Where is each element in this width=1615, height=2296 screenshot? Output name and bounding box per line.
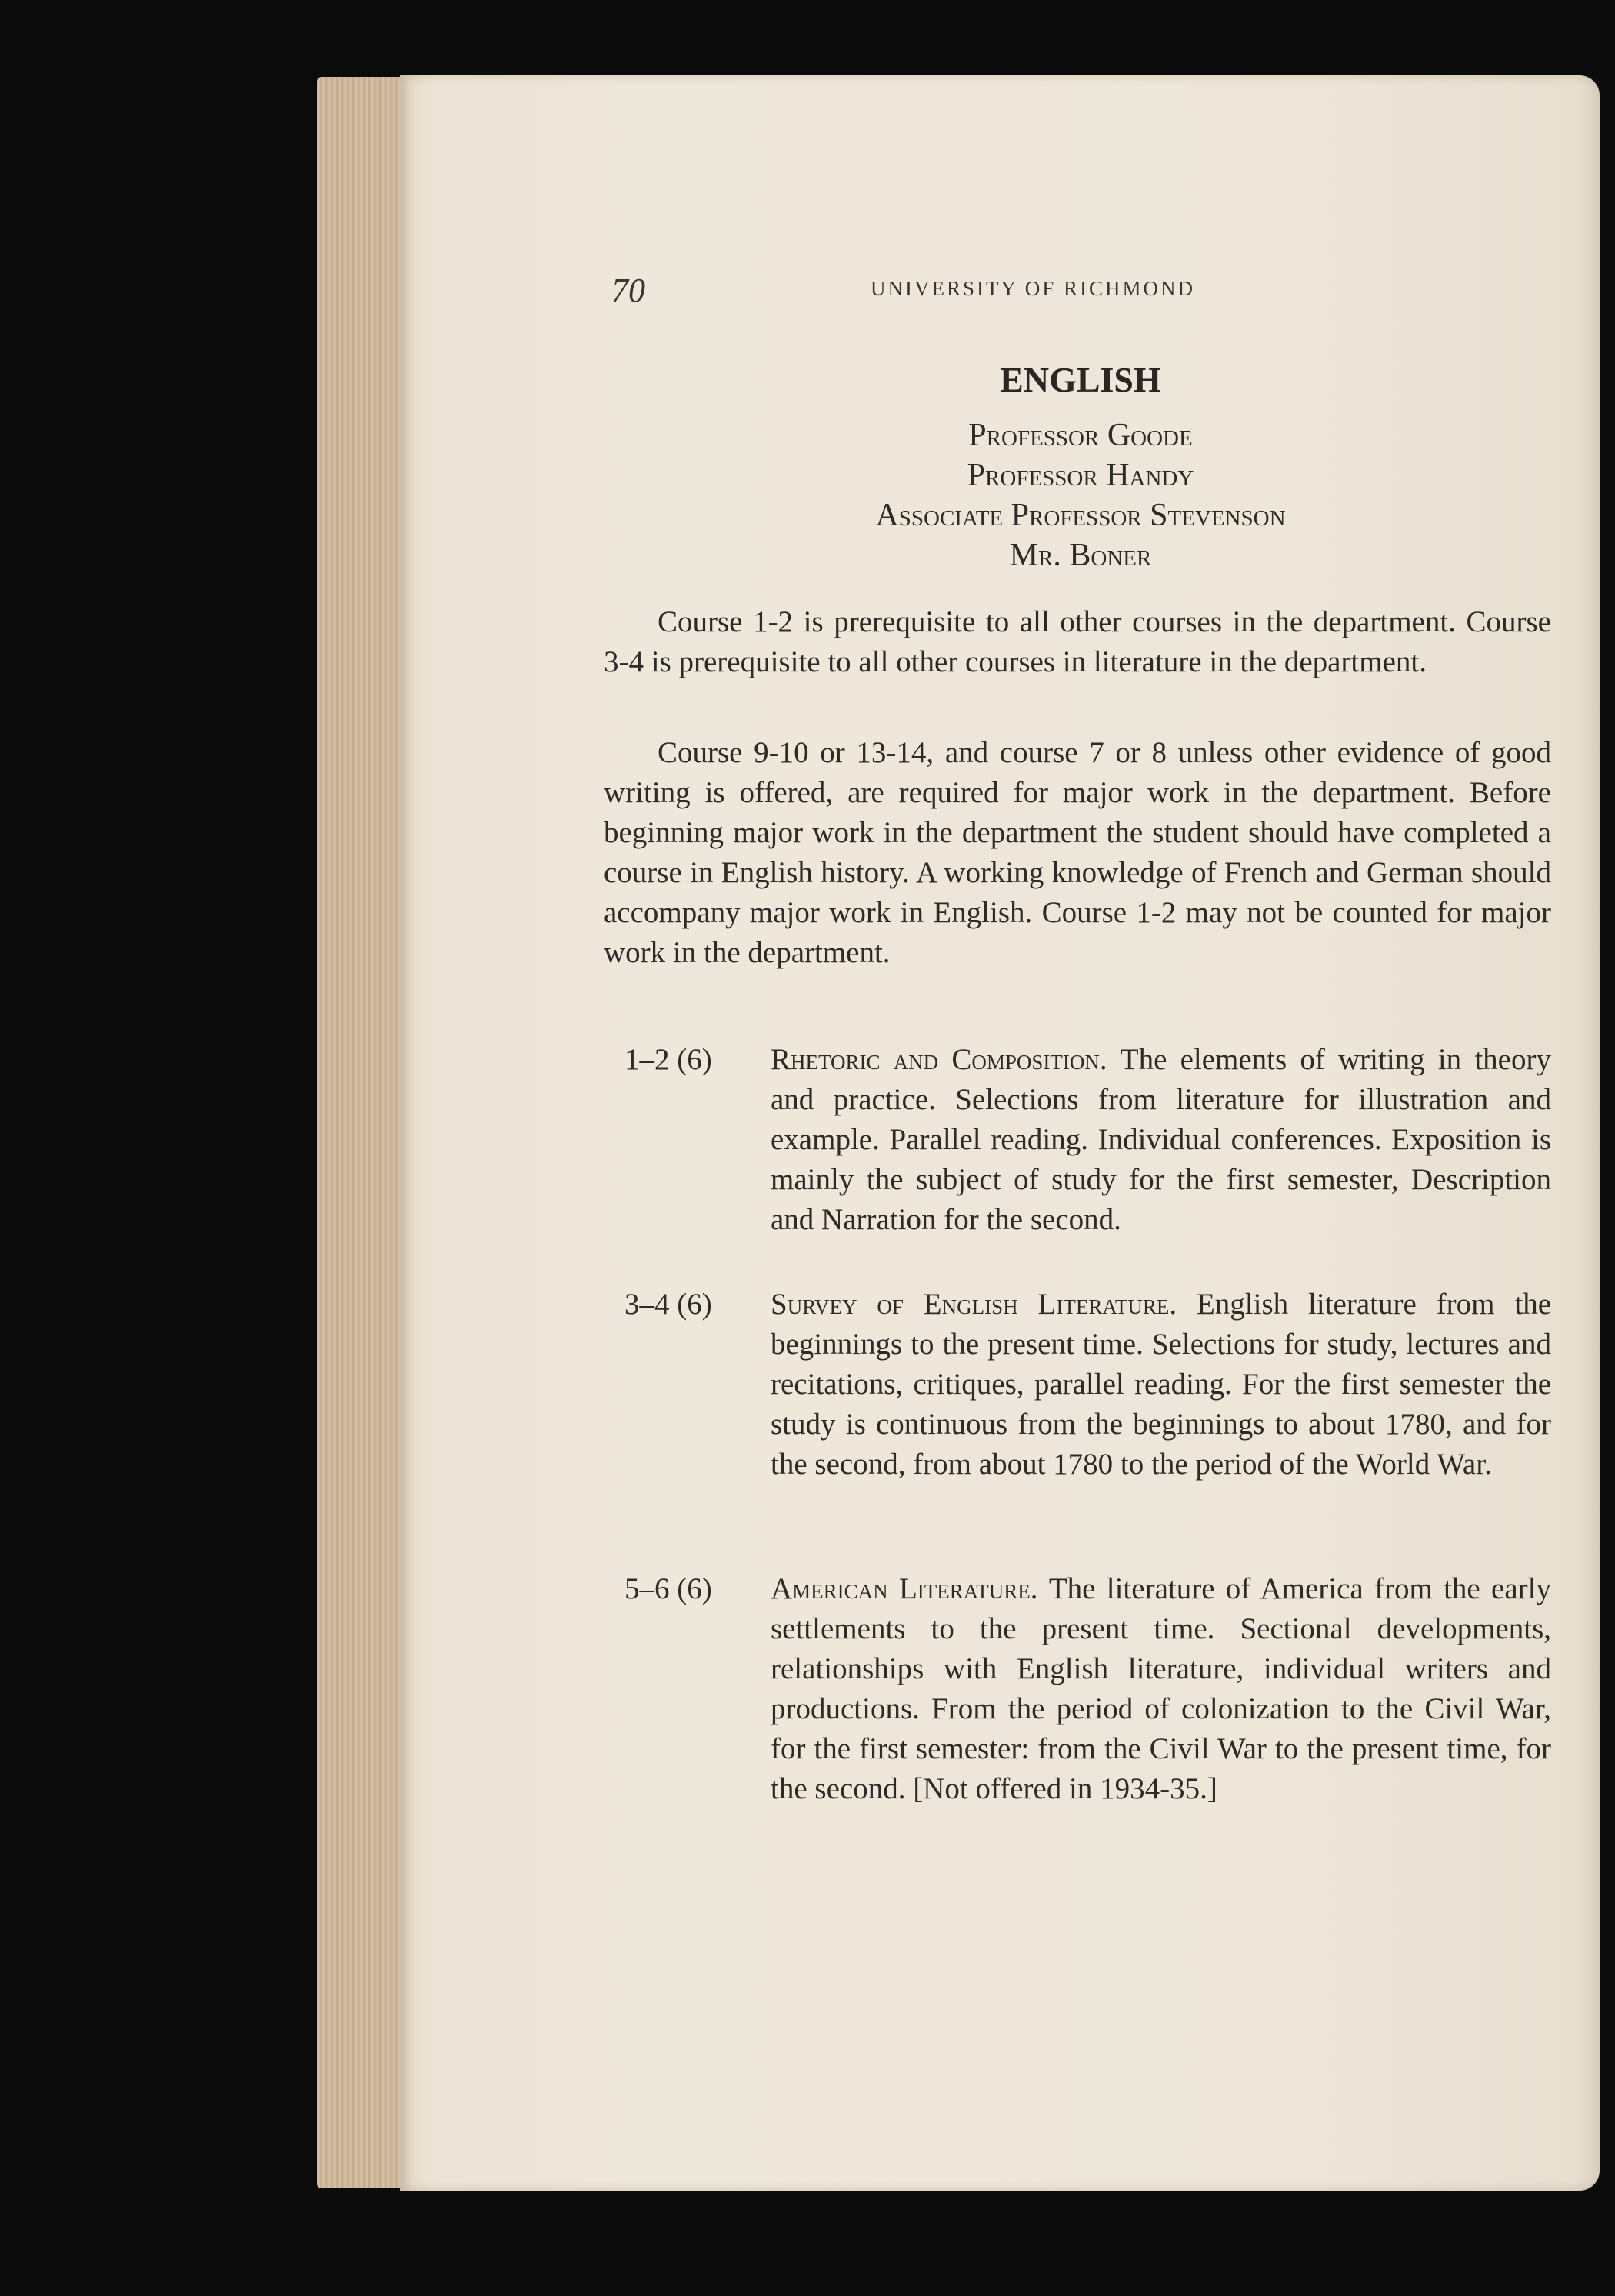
page-edge (317, 77, 401, 2188)
course-number: 3–4 (6) (624, 1288, 712, 1321)
running-head: UNIVERSITY OF RICHMOND (871, 277, 1196, 300)
course-entry (624, 1285, 1551, 1485)
course-text (771, 1040, 1551, 1240)
course-description: The elements of writing in theory and practice. Selections from literature for illustration and example. Parallel reading. Individual conferences. Exposition is mainly the subject of study for the first semester, Description and Narration for the second. (771, 1043, 1551, 1236)
faculty-member: Professor Handy (967, 458, 1194, 493)
course-number: 1–2 (6) (624, 1043, 712, 1076)
course-title: Survey of English Literature. (771, 1288, 1197, 1321)
faculty-list (611, 415, 1550, 575)
page-header (611, 271, 1542, 309)
faculty-member: Professor Goode (968, 418, 1193, 453)
course-entry (624, 1569, 1551, 1809)
faculty-member: Associate Professor Stevenson (875, 498, 1286, 533)
course-title: American Literature. (771, 1572, 1049, 1605)
course-text (771, 1569, 1551, 1809)
course-title: Rhetoric and Composition. (771, 1043, 1121, 1076)
course-entry (624, 1040, 1551, 1240)
course-text (771, 1285, 1551, 1485)
course-description: English literature from the beginnings to the present time. Selections for study, lectures and recitations, critiques, parallel reading. For the first semester the study is continuous from the beginnings to about 1780, and for the second, from about 1780 to the period of the World War. (771, 1288, 1552, 1481)
course-description: The literature of America from the early settlements to the present time. Sectional developments, relationships with English literature, individual writers and productions. From the period of colonization to the Civil War, for the first semester: from the Civil War to the present time, for the second. [Not offered in 1934-35.] (771, 1572, 1551, 1805)
prerequisite-paragraph: Course 1-2 is prerequisite to all other courses in the department. Course 3-4 is prerequisite to all other courses in literature in the department. (604, 605, 1551, 678)
faculty-member: Mr. Boner (1009, 538, 1152, 573)
section-title: ENGLISH (1000, 360, 1161, 399)
major-requirements-paragraph: Course 9-10 or 13-14, and course 7 or 8 unless other evidence of good writing is offered, are required for major work in the department. Before beginning major work in the department the student should have completed a course in English history. A working knowledge of French and German should accompany major work in English. Course 1-2 may not be counted for major work in the department. (604, 736, 1551, 969)
course-number: 5–6 (6) (624, 1572, 712, 1605)
page-number: 70 (611, 272, 645, 309)
